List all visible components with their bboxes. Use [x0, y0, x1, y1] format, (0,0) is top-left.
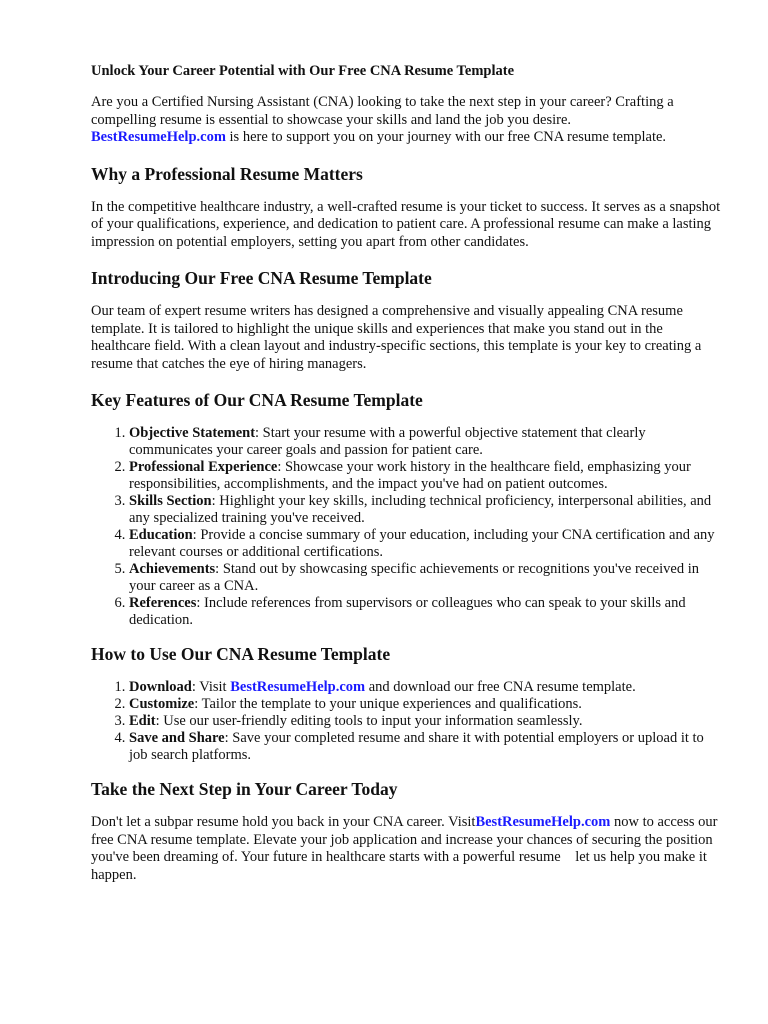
- list-item: [129, 730, 724, 764]
- why-heading: Why a Professional Resume Matters: [91, 163, 363, 184]
- next-text-after: now to access our free CNA resume template. Elevate your job application and increase your chances of securing the position you've been dreaming of. Your future in healthcare starts with a powerful resume let us help you make it happen.: [91, 814, 722, 883]
- feature-term: References: [129, 595, 197, 611]
- howto-text: : Visit: [191, 679, 231, 695]
- feature-text: : Showcase your work history in the healthcare field, emphasizing your responsibilities, accomplishments, and the impact you've had on patient outcomes.: [129, 459, 691, 492]
- howto-text: : Tailor the template to your unique experiences and qualifications.: [194, 696, 582, 712]
- introducing-paragraph: Our team of expert resume writers has designed a comprehensive and visually appealing CNA resume template. It is tailored to highlight the unique skills and experiences that make you stand out in the healthcare field. With a clean layout and industry-specific sections, this template is your key to creating a resume that catches the eye of hiring managers.: [91, 303, 702, 372]
- next-heading: Take the Next Step in Your Career Today: [91, 779, 398, 799]
- howto-list: [91, 679, 724, 764]
- howto-heading: How to Use Our CNA Resume Template: [91, 644, 391, 664]
- howto-text: : Save your completed resume and share it with potential employers or upload it to job search platforms.: [129, 730, 704, 763]
- feature-text: : Start your resume with a powerful objective statement that clearly communicates your career goals and passion for patient care.: [129, 425, 646, 458]
- intro-text: Are you a Certified Nursing Assistant (CNA) looking to take the next step in your career? Crafting a compelling resume is essential to showcase your skills and land the job you desire.: [91, 94, 674, 128]
- feature-term: Professional Experience: [129, 459, 278, 475]
- list-item: [129, 561, 724, 595]
- howto-term: Download: [129, 679, 192, 695]
- list-item: [129, 679, 724, 696]
- howto-download-link[interactable]: BestResumeHelp.com: [230, 679, 366, 695]
- feature-term: Education: [129, 527, 193, 543]
- intro-text-after: is here to support you on your journey with our free CNA resume template.: [225, 129, 667, 145]
- why-paragraph: In the competitive healthcare industry, a well-crafted resume is your ticket to success. It serves as a snapshot of your qualifications, experience, and dedication to patient care. A professional resume can make a lasting impression on potential employers, setting you apart from other candidates.: [91, 198, 721, 250]
- features-heading: Key Features of Our CNA Resume Template: [91, 390, 423, 410]
- feature-text: : Include references from supervisors or colleagues who can speak to your skills and dedication.: [129, 595, 686, 628]
- howto-text: : Use our user-friendly editing tools to input your information seamlessly.: [155, 713, 583, 729]
- list-item: [129, 595, 724, 629]
- next-link[interactable]: BestResumeHelp.com: [475, 814, 611, 830]
- feature-text: : Stand out by showcasing specific achievements or recognitions you've received in your career as a CNA.: [129, 561, 699, 594]
- next-paragraph: [91, 814, 724, 884]
- list-item: [129, 493, 724, 527]
- howto-term: Edit: [129, 713, 156, 729]
- howto-text-after: and download our free CNA resume template.: [365, 679, 636, 695]
- feature-text: : Highlight your key skills, including technical proficiency, interpersonal abilities, and any specialized training you've received.: [129, 493, 712, 526]
- feature-term: Objective Statement: [129, 425, 256, 441]
- howto-term: Customize: [129, 696, 195, 712]
- introducing-heading: Introducing Our Free CNA Resume Template: [91, 268, 432, 288]
- next-text: Don't let a subpar resume hold you back in your CNA career. Visit: [91, 814, 476, 830]
- list-item: [129, 527, 724, 561]
- intro-paragraph: [91, 94, 724, 147]
- feature-term: Skills Section: [129, 493, 212, 509]
- howto-term: Save and Share: [129, 730, 225, 746]
- list-item: [129, 425, 724, 459]
- list-item: [129, 713, 724, 730]
- list-item: [129, 459, 724, 493]
- feature-term: Achievements: [129, 561, 216, 577]
- document-title: Unlock Your Career Potential with Our Free CNA Resume Template: [91, 63, 515, 79]
- feature-text: : Provide a concise summary of your education, including your CNA certification and any relevant courses or additional certifications.: [129, 527, 715, 560]
- features-list: [91, 425, 724, 629]
- intro-link[interactable]: BestResumeHelp.com: [91, 129, 226, 145]
- list-item: [129, 696, 724, 713]
